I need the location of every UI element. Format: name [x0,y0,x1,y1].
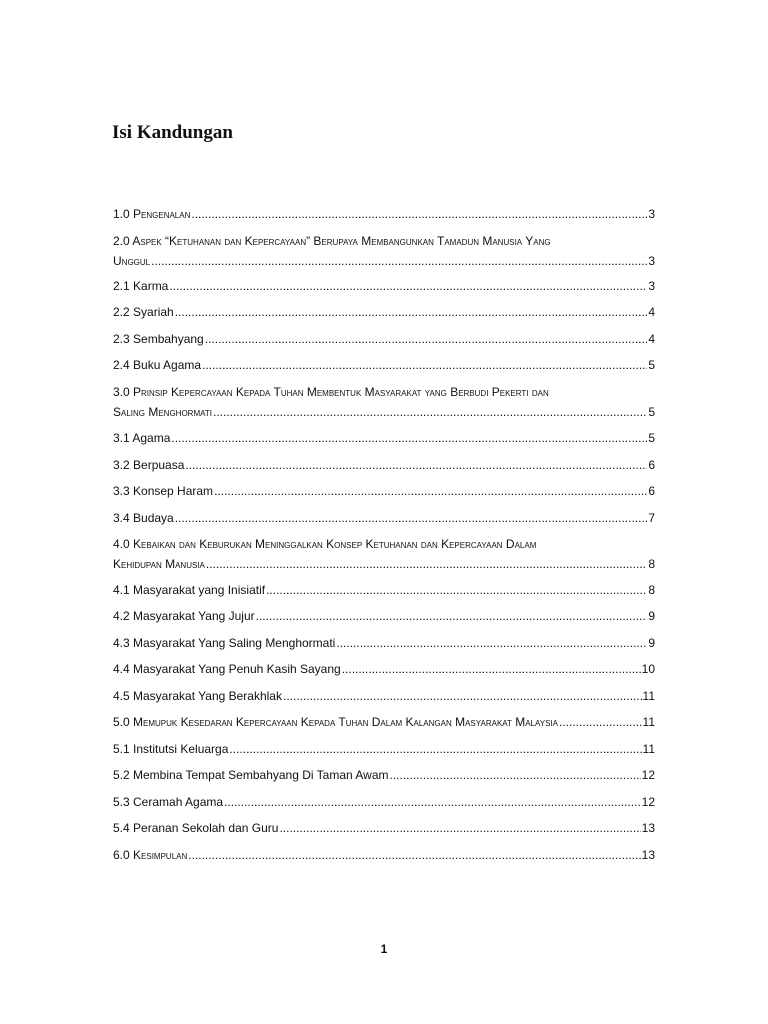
toc-entry-page: 5 [648,405,655,419]
toc-entry-page: 11 [642,689,655,703]
toc-entry[interactable] [113,606,655,626]
toc-entry[interactable] [113,382,655,422]
toc-entry[interactable] [113,739,655,759]
toc-entry-label: 2.3 Sembahyang [113,332,204,346]
toc-leader-dots [206,554,647,574]
toc-leader-dots [151,251,647,271]
toc-entry[interactable] [113,508,655,528]
toc-entry-page: 13 [641,848,655,862]
toc-leader-dots [175,302,648,322]
toc-entry-page: 9 [648,636,655,650]
toc-entry[interactable] [113,428,655,448]
toc-entry-label: 4.2 Masyarakat Yang Jujur [113,609,255,623]
toc-entry-label: 2.2 Syariah [113,305,174,319]
toc-entry[interactable] [113,231,655,271]
toc-entry-label: 3.4 Budaya [113,511,174,525]
toc-leader-dots [205,329,648,349]
toc-entry[interactable] [113,686,655,706]
toc-entry-label: 2.4 Buku Agama [113,358,202,372]
toc-entry-label: 4.5 Masyarakat Yang Berakhlak [113,689,282,703]
toc-entry-label: 3.2 Berpuasa [113,458,185,472]
toc-leader-dots [266,580,647,600]
toc-entry[interactable] [113,765,655,785]
toc-entry-label: 2.1 Karma [113,279,169,293]
toc-leader-dots [214,481,647,501]
toc-entry-page: 10 [641,662,655,676]
toc-leader-dots [185,455,647,475]
toc-leader-dots [175,508,648,528]
toc-leader-dots [213,402,647,422]
toc-entry[interactable] [113,276,655,296]
toc-entry-page: 8 [648,557,655,571]
toc-leader-dots [171,428,647,448]
toc-entry-label: Saling Menghormati [113,405,212,419]
toc-entry-label: 4.4 Masyarakat Yang Penuh Kasih Sayang [113,662,341,676]
toc-entry-label: 5.0 Memupuk Kesedaran Kepercayaan Kepada Tuhan Dalam Kalangan Masyarakat Malaysia [113,715,559,729]
toc-entry-page: 3 [648,279,655,293]
toc-entry-page: 13 [641,821,655,835]
toc-entry-page: 4 [648,332,655,346]
toc-entry-label: 6.0 Kesimpulan [113,848,188,862]
toc-leader-dots [279,818,640,838]
toc-leader-dots [283,686,642,706]
toc-entry-label: Unggul [113,254,151,268]
toc-entry-label: 5.3 Ceramah Agama [113,795,224,809]
toc-entry-page: 8 [648,583,655,597]
toc-entry-page: 5 [648,358,655,372]
toc-entry-page: 3 [648,254,655,268]
toc-entry[interactable] [113,712,655,732]
toc-leader-dots [169,276,647,296]
toc-entry[interactable] [113,329,655,349]
toc-entry-label: 5.1 Institutsi Keluarga [113,742,229,756]
toc-entry[interactable] [113,481,655,501]
toc-entry-label: 3.3 Konsep Haram [113,484,214,498]
toc-leader-dots [389,765,640,785]
toc-entry[interactable] [113,355,655,375]
toc-entry-page: 5 [648,431,655,445]
toc-entry-label: 3.1 Agama [113,431,171,445]
toc-entry[interactable] [113,204,655,224]
toc-entry-heading: 2.0 Aspek “Ketuhanan dan Kepercayaan” Berupaya Membangunkan Tamadun Manusia Yang [113,234,551,248]
toc-entry[interactable] [113,455,655,475]
toc-entry-heading: 3.0 Prinsip Kepercayaan Kepada Tuhan Membentuk Masyarakat yang Berbudi Pekerti dan [113,385,549,399]
toc-entry[interactable] [113,534,655,574]
toc-entry[interactable] [113,818,655,838]
toc-entry-page: 3 [648,207,655,221]
toc-entry-label: 5.2 Membina Tempat Sembahyang Di Taman Awam [113,768,389,782]
toc-entry[interactable] [113,633,655,653]
toc-entry[interactable] [113,792,655,812]
toc-entry-page: 4 [648,305,655,319]
page-number: 1 [380,942,388,956]
toc-leader-dots [336,633,647,653]
document-title: Isi Kandungan [112,122,233,143]
toc-leader-dots [342,659,641,679]
toc-entry-label: 4.3 Masyarakat Yang Saling Menghormati [113,636,336,650]
toc-entry-page: 9 [648,609,655,623]
toc-entry-label: 1.0 Pengenalan [113,207,191,221]
toc-entry-page: 12 [641,768,655,782]
toc-entry-page: 11 [642,742,655,756]
toc-entry-page: 6 [648,458,655,472]
toc-entry-label: 5.4 Peranan Sekolah dan Guru [113,821,279,835]
toc-entry-label: 4.1 Masyarakat yang Inisiatif [113,583,266,597]
toc-leader-dots [188,845,640,865]
toc-entry-label: Kehidupan Manusia [113,557,205,571]
toc-entry-page: 6 [648,484,655,498]
toc-entry[interactable] [113,659,655,679]
toc-entry[interactable] [113,845,655,865]
toc-entry-page: 11 [642,715,655,729]
toc-entry-page: 12 [641,795,655,809]
toc-entry-page: 7 [648,511,655,525]
toc-leader-dots [224,792,641,812]
toc-entry[interactable] [113,580,655,600]
toc-leader-dots [202,355,647,375]
toc-leader-dots [229,739,641,759]
toc-entry-heading: 4.0 Kebaikan dan Keburukan Meninggalkan Konsep Ketuhanan dan Kepercayaan Dalam [113,537,537,551]
toc-leader-dots [559,712,642,732]
toc-leader-dots [191,204,647,224]
toc-leader-dots [256,606,648,626]
toc-entry[interactable] [113,302,655,322]
